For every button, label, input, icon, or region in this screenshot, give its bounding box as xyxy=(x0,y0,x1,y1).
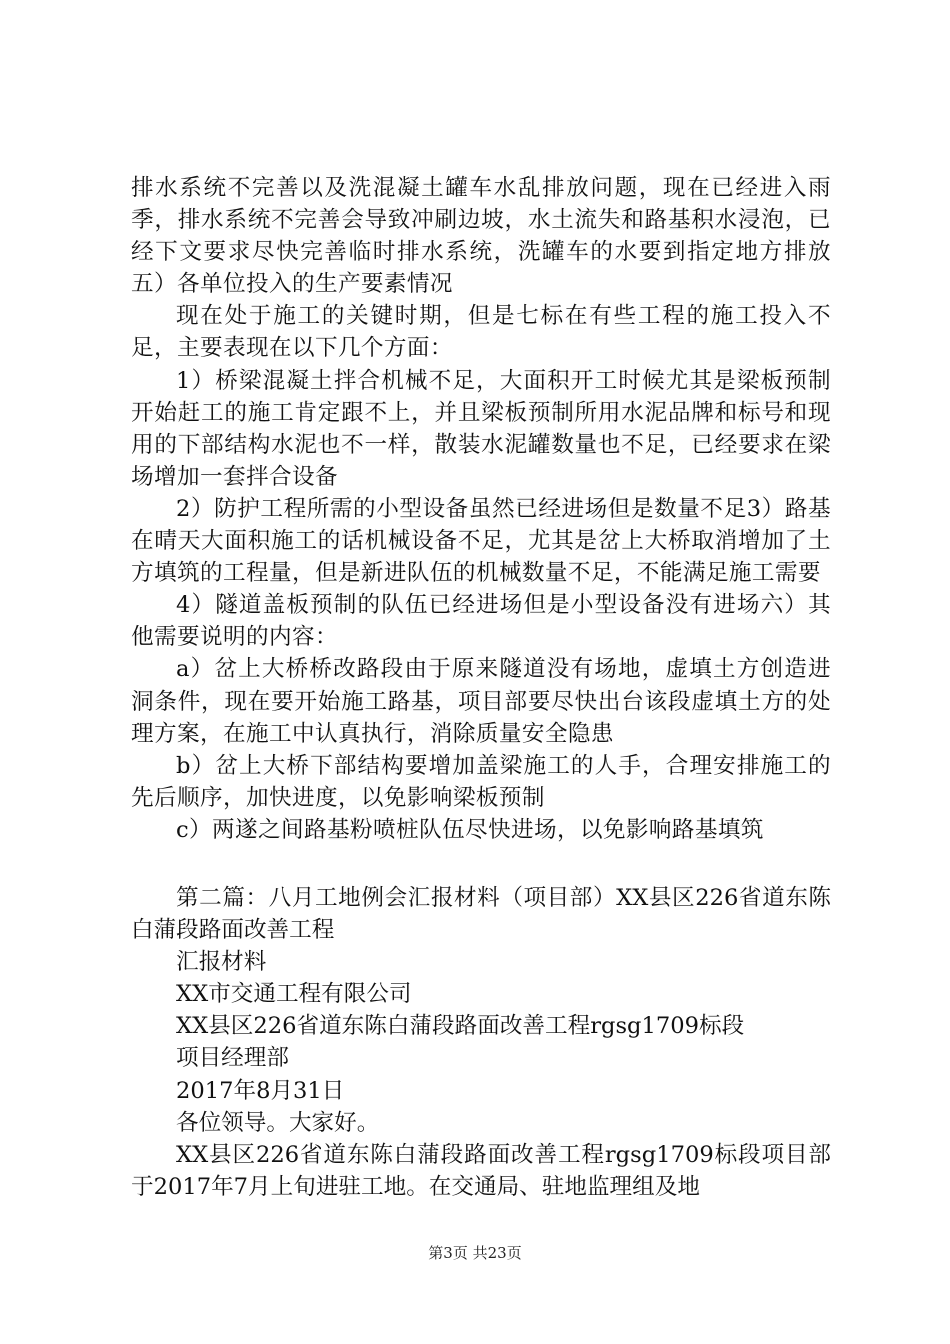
paragraph: XX县区226省道东陈白蒲段路面改善工程rgsg1709标段项目部于2017年7月上旬进驻工地。在交通局、驻地监理组及地 xyxy=(131,1141,831,1200)
paragraph: 2017年8月31日 xyxy=(176,1077,345,1104)
paragraph: XX县区226省道东陈白蒲段路面改善工程rgsg1709标段 xyxy=(176,1013,745,1040)
paragraph: 1）桥梁混凝土拌合机械不足，大面积开工时候尤其是梁板预制开始赶工的施工肯定跟不上，并且梁板预制所用水泥品牌和标号和现用的下部结构水泥也不一样，散装水泥罐数量也不足，已经要求在梁场增加一套拌合设备 xyxy=(131,367,831,490)
paragraph: 第二篇：八月工地例会汇报材料（项目部）XX县区226省道东陈白蒲段路面改善工程 xyxy=(131,884,831,944)
paragraph: 现在处于施工的关键时期，但是七标在有些工程的施工投入不足，主要表现在以下几个方面： xyxy=(131,303,831,362)
paragraph: c）两遂之间路基粉喷桩队伍尽快进场，以免影响路基填筑 xyxy=(176,816,764,843)
paragraph: a）岔上大桥桥改路段由于原来隧道没有场地，虚填土方创造进洞条件，现在要开始施工路基，项目部要尽快出台该段虚填土方的处理方案，在施工中认真执行，消除质量安全隐患 xyxy=(131,656,831,747)
section-part1 xyxy=(131,172,831,846)
paragraph: 各位领导。大家好。 xyxy=(176,1109,380,1136)
paragraph: b）岔上大桥下部结构要增加盖梁施工的人手，合理安排施工的先后顺序，加快进度，以免影响梁板预制 xyxy=(131,752,831,811)
paragraph: XX市交通工程有限公司 xyxy=(176,981,412,1008)
paragraph: 排水系统不完善以及洗混凝土罐车水乱排放问题，现在已经进入雨季，排水系统不完善会导致冲刷边坡，水土流失和路基积水浸泡，已经下文要求尽快完善临时排水系统，洗罐车的水要到指定地方排放五）各单位投入的生产要素情况 xyxy=(131,175,831,298)
page-number-footer: 第3页 共23页 xyxy=(428,1244,522,1262)
paragraph: 2）防护工程所需的小型设备虽然已经进场但是数量不足3）路基在晴天大面积施工的话机械设备不足，尤其是岔上大桥取消增加了土方填筑的工程量，但是新进队伍的机械数量不足，不能满足施工需要 xyxy=(131,495,831,587)
section-part2 xyxy=(131,882,831,1203)
paragraph: 汇报材料 xyxy=(176,949,267,976)
document-body xyxy=(131,172,831,1203)
paragraph: 4）隧道盖板预制的队伍已经进场但是小型设备没有进场六）其他需要说明的内容： xyxy=(131,592,831,651)
paragraph: 项目经理部 xyxy=(176,1045,289,1072)
section-gap xyxy=(131,846,831,882)
